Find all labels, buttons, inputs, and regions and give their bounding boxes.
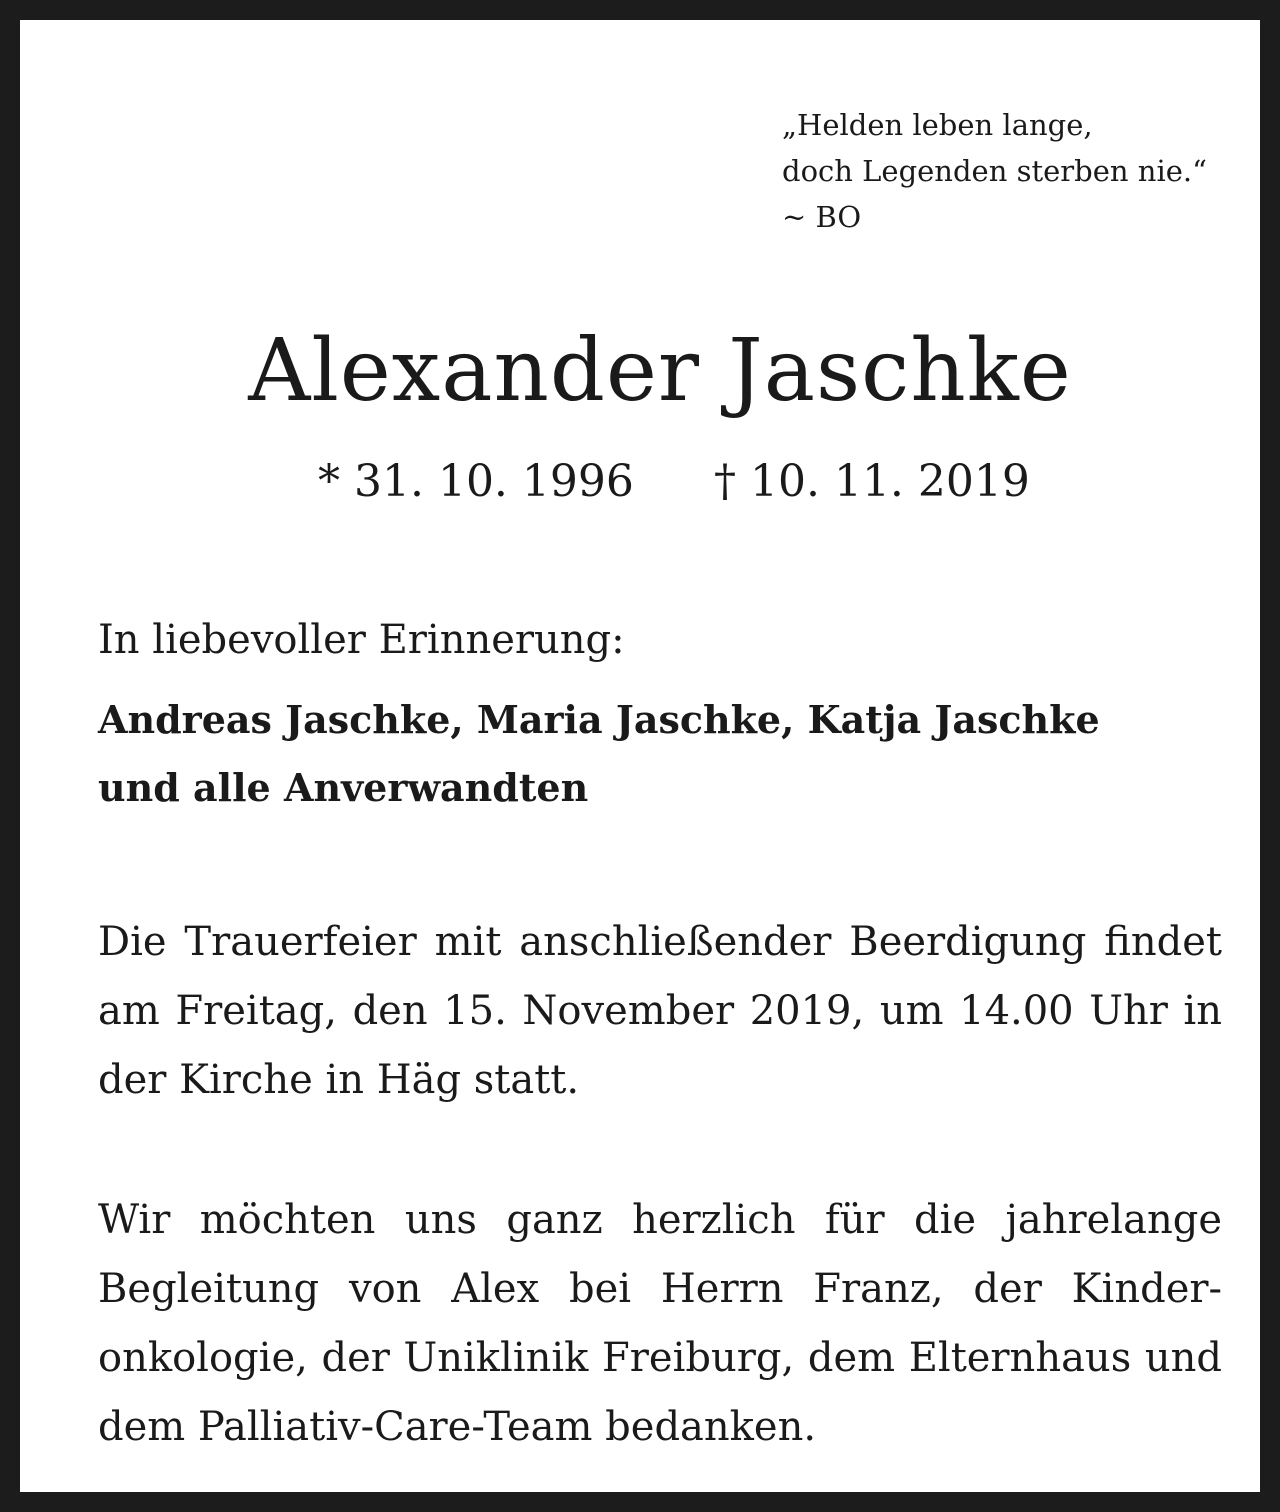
remembrance-intro: In liebevoller Erinnerung: — [98, 617, 625, 663]
memorial-quote — [782, 102, 1252, 240]
thanks-paragraph: Wir möchten uns ganz herzlich für die jahrelange Begleitung von Alex bei Herrn Franz, der Kinderonkologie, der Uniklinik Freiburg, dem Elternhaus und dem Palliativ-Care-Team bedanken. — [98, 1197, 1222, 1450]
quote-line: „Helden leben lange, — [782, 108, 1093, 142]
mourners-line: Andreas Jaschke, Maria Jaschke, Katja Jaschke — [98, 697, 1100, 742]
ceremony-announcement: Die Trauerfeier mit anschließender Beerdigung findet am Freitag, den 15. November 2019, um 14.00 Uhr in der Kirche in Häg statt. — [98, 919, 1222, 1103]
death-date: † 10. 11. 2019 — [714, 456, 1030, 507]
mourners-list — [98, 686, 1222, 822]
quote-attribution: ~ BO — [782, 200, 862, 234]
quote-line: doch Legenden sterben nie.“ — [782, 154, 1207, 188]
mourners-line: und alle Anverwandten — [98, 765, 589, 810]
birth-date: * 31. 10. 1996 — [318, 456, 634, 507]
life-dates — [20, 450, 1280, 514]
deceased-name: Alexander Jaschke — [248, 321, 1072, 421]
